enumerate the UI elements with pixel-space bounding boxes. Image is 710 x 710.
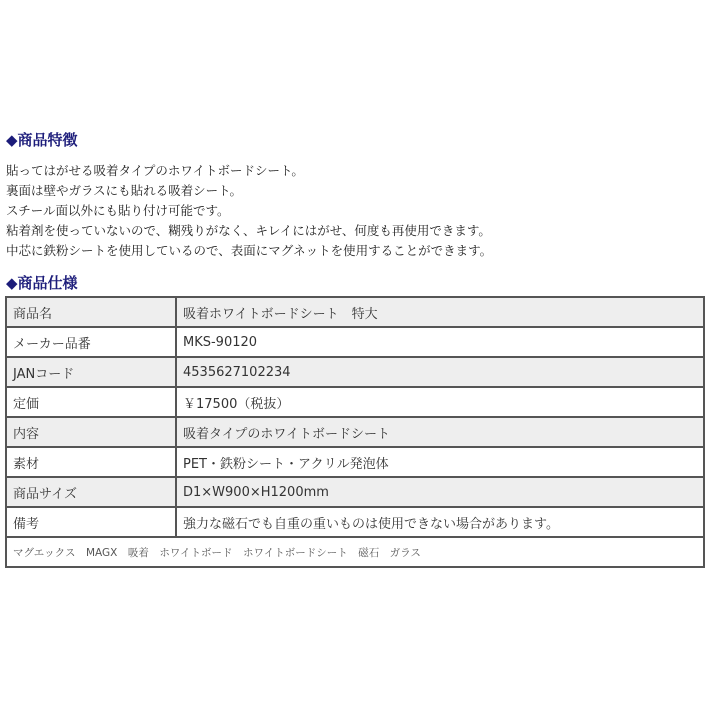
keywords-row (6, 537, 704, 567)
row-value: 吸着タイプのホワイトボードシート (176, 417, 704, 447)
table-row (6, 447, 704, 477)
row-label: 商品名 (6, 297, 176, 327)
row-label: 備考 (6, 507, 176, 537)
specs-heading: ◆商品仕様 (6, 274, 78, 292)
row-label: 商品サイズ (6, 477, 176, 507)
row-label: メーカー品番 (6, 327, 176, 357)
row-value: 4535627102234 (176, 357, 704, 387)
row-value: 強力な磁石でも自重の重いものは使用できない場合があります。 (176, 507, 704, 537)
table-row (6, 327, 704, 357)
row-value: PET・鉄粉シート・アクリル発泡体 (176, 447, 704, 477)
features-text (6, 161, 492, 261)
row-value: D1×W900×H1200mm (176, 477, 704, 507)
table-row (6, 477, 704, 507)
feature-line: スチール面以外にも貼り付け可能です。 (6, 203, 230, 218)
feature-line: 中芯に鉄粉シートを使用しているので、表面にマグネットを使用することができます。 (6, 243, 493, 258)
row-label: 内容 (6, 417, 176, 447)
row-label: JANコード (6, 357, 176, 387)
table-row (6, 417, 704, 447)
table-row (6, 297, 704, 327)
table-row (6, 387, 704, 417)
table-row (6, 507, 704, 537)
keywords: マグエックス MAGX 吸着 ホワイトボード ホワイトボードシート 磁石 ガラス (6, 537, 704, 567)
features-heading: ◆商品特徴 (6, 131, 78, 149)
table-row (6, 357, 704, 387)
feature-line: 裏面は壁やガラスにも貼れる吸着シート。 (6, 183, 243, 198)
feature-line: 貼ってはがせる吸着タイプのホワイトボードシート。 (6, 163, 304, 178)
specs-table (5, 296, 705, 568)
row-value: 吸着ホワイトボードシート 特大 (176, 297, 704, 327)
feature-line: 粘着剤を使っていないので、糊残りがなく、キレイにはがせ、何度も再使用できます。 (6, 223, 491, 238)
row-value: MKS-90120 (176, 327, 704, 357)
row-label: 素材 (6, 447, 176, 477)
row-value: ￥17500（税抜） (176, 387, 704, 417)
row-label: 定価 (6, 387, 176, 417)
